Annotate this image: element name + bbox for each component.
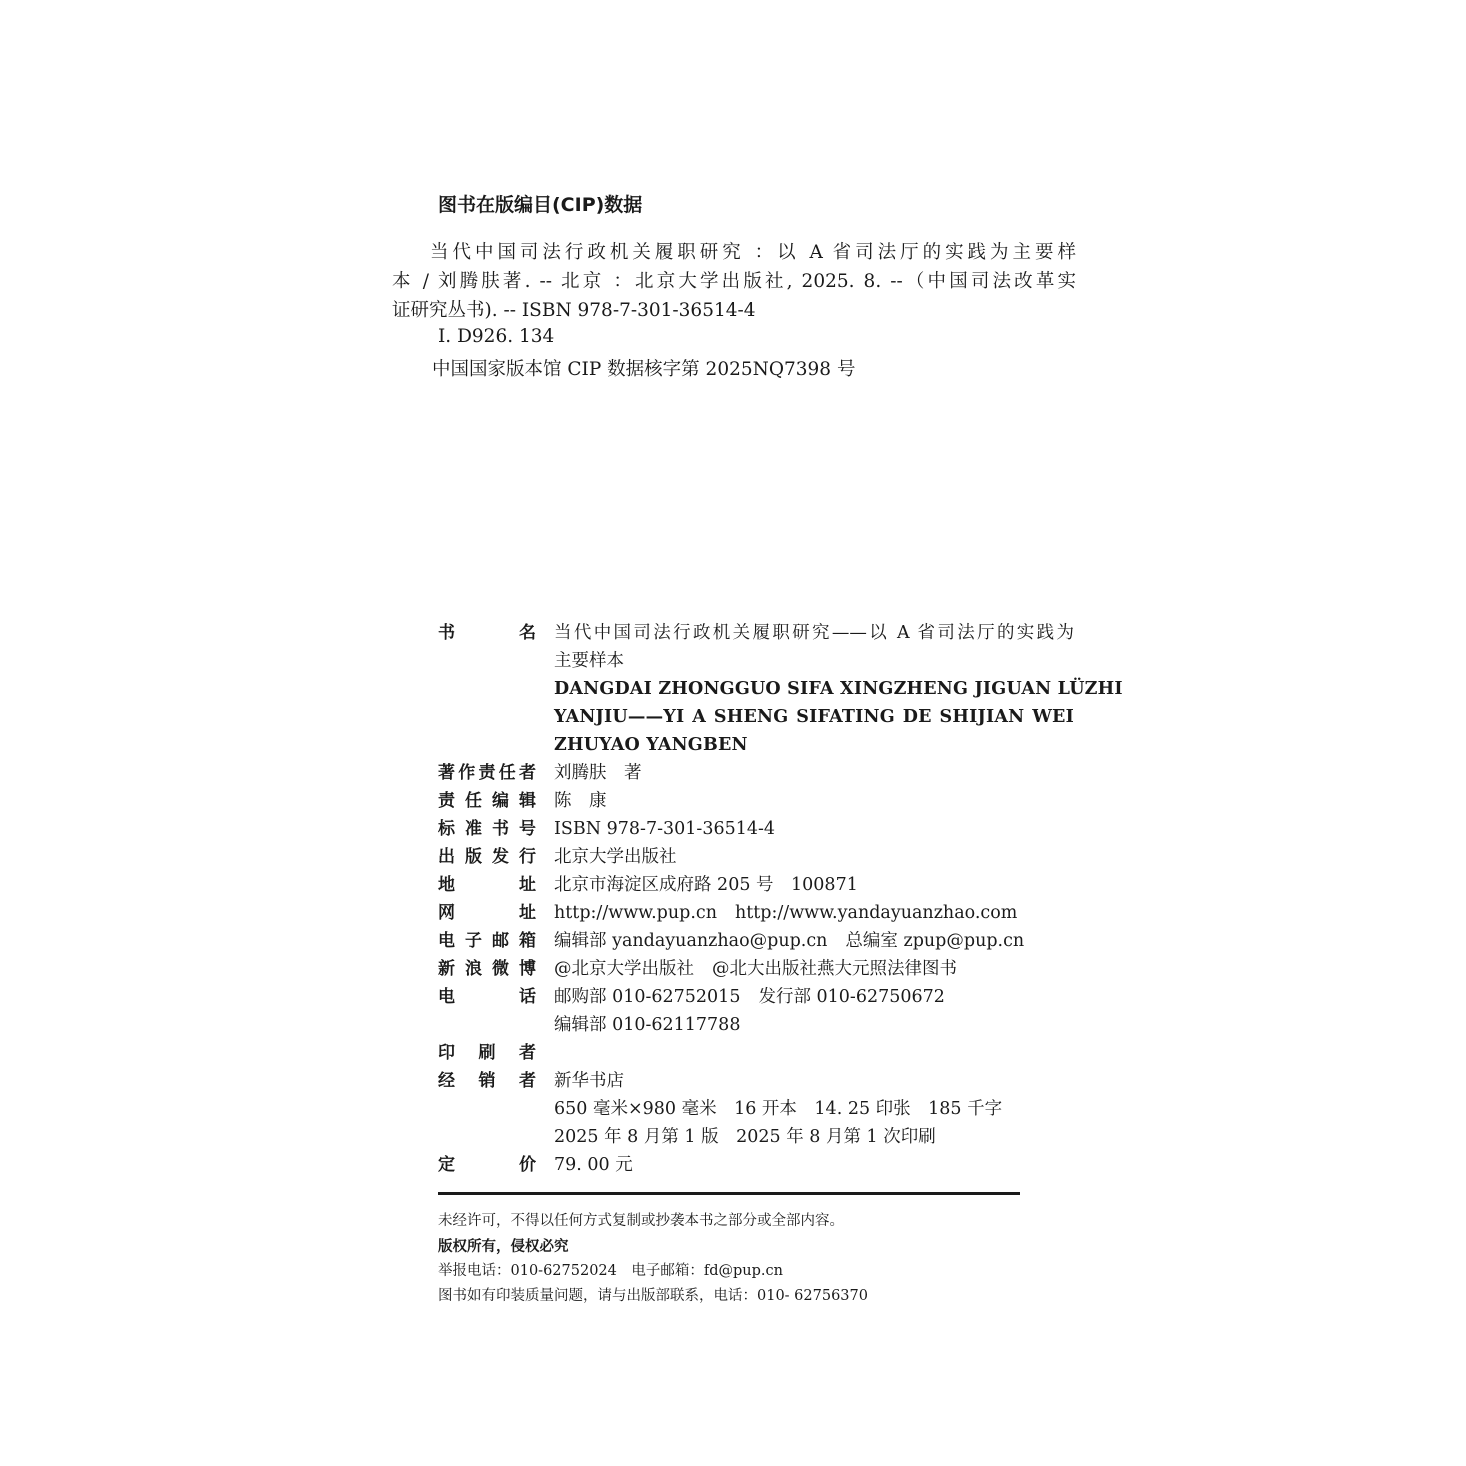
notice-line: 图书如有印装质量问题，请与出版部联系，电话：010- 62756370 (438, 1288, 868, 1304)
colophon-row-phone (438, 983, 1078, 1039)
editor-value: 陈 康 (554, 791, 607, 811)
edition-info: 2025 年 8 月第 1 版 2025 年 8 月第 1 次印刷 (554, 1127, 936, 1147)
cip-heading: 图书在版编目(CIP)数据 (438, 194, 643, 216)
phone-number: 编辑部 010-62117788 (554, 1015, 741, 1035)
phone-number: 发行部 010-62750672 (758, 987, 945, 1007)
cip-verification-number: 中国国家版本馆 CIP 数据核字第 2025NQ7398 号 (432, 359, 856, 380)
printer-label: 印刷者 (438, 1043, 536, 1063)
title-label: 书名 (438, 623, 536, 643)
email-values (554, 927, 1074, 955)
weibo-account: @北大出版社燕大元照法律图书 (712, 959, 957, 979)
colophon-row-author (438, 759, 1078, 787)
isbn-label: 标准书号 (438, 819, 536, 839)
divider-rule (438, 1192, 1020, 1195)
cip-record-line: 当代中国司法行政机关履职研究 ：以 A 省司法厅的实践为主要样 (430, 242, 1076, 263)
colophon-row-publisher (438, 843, 1078, 871)
email-label: 电子邮箱 (438, 931, 536, 951)
cip-record-line: 证研究丛书). -- ISBN 978-7-301-36514-4 (392, 300, 756, 321)
website-values (554, 899, 1074, 927)
author-value: 刘腾肤 著 (554, 763, 642, 783)
notice-line: 版权所有，侵权必究 (438, 1238, 569, 1255)
cip-record-line: 本 / 刘腾肤著. -- 北京 ：北京大学出版社, 2025. 8. --（中国司法改革实 (392, 271, 1076, 292)
website-link[interactable]: http://www.pup.cn (554, 903, 717, 923)
distributor-label: 经销者 (438, 1071, 536, 1091)
weibo-account: @北京大学出版社 (554, 959, 694, 979)
colophon-row-website (438, 899, 1078, 927)
weibo-label: 新浪微博 (438, 959, 536, 979)
email-address[interactable]: 总编室 zpup@pup.cn (845, 931, 1025, 951)
address-label: 地址 (438, 875, 536, 895)
title-line: 主要样本 (554, 651, 624, 671)
website-label: 网址 (438, 903, 536, 923)
phone-number: 邮购部 010-62752015 (554, 987, 741, 1007)
colophon-row-title (438, 619, 1123, 759)
cip-classification: Ⅰ. D926. 134 (438, 326, 555, 347)
phone-label: 电话 (438, 987, 536, 1007)
printer-value (554, 1039, 1074, 1067)
publisher-label: 出版发行 (438, 847, 536, 867)
title-line: 当代中国司法行政机关履职研究——以 A 省司法厅的实践为 (554, 623, 1074, 643)
price-label: 定价 (438, 1155, 536, 1175)
colophon-row-distributor (438, 1067, 1078, 1151)
price-value: 79. 00 元 (554, 1155, 633, 1175)
notice-line: 未经许可，不得以任何方式复制或抄袭本书之部分或全部内容。 (438, 1213, 844, 1229)
colophon-row-weibo (438, 955, 1078, 983)
isbn-value: ISBN 978-7-301-36514-4 (554, 819, 776, 839)
title-pinyin-line: DANGDAI ZHONGGUO SIFA XINGZHENG JIGUAN LÜZHI (554, 679, 1123, 699)
title-value (554, 619, 1123, 759)
notice-line: 举报电话：010-62752024 电子邮箱：fd@pup.cn (438, 1263, 783, 1279)
colophon-row-address (438, 871, 1078, 899)
publisher-value: 北京大学出版社 (554, 847, 677, 867)
phone-values (554, 983, 1074, 1011)
editor-label: 责任编辑 (438, 791, 536, 811)
colophon-row-printer (438, 1039, 1078, 1067)
title-pinyin-line: YANJIU——YI A SHENG SIFATING DE SHIJIAN WEI (554, 707, 1074, 727)
distributor-value: 新华书店 (554, 1071, 624, 1091)
copyright-notices (438, 1209, 868, 1309)
colophon-row-editor (438, 787, 1078, 815)
email-address[interactable]: 编辑部 yandayuanzhao@pup.cn (554, 931, 828, 951)
print-specs: 650 毫米×980 毫米 16 开本 14. 25 印张 185 千字 (554, 1099, 1003, 1119)
title-pinyin-line: ZHUYAO YANGBEN (554, 735, 748, 755)
author-label: 著作责任者 (438, 763, 536, 783)
website-link[interactable]: http://www.yandayuanzhao.com (734, 903, 1018, 923)
colophon-row-isbn (438, 815, 1078, 843)
weibo-values (554, 955, 1074, 983)
colophon-row-price (438, 1151, 1078, 1179)
cip-record (392, 238, 1076, 325)
address-value: 北京市海淀区成府路 205 号 100871 (554, 875, 858, 895)
colophon-row-email (438, 927, 1078, 955)
colophon-table (438, 619, 1123, 1179)
